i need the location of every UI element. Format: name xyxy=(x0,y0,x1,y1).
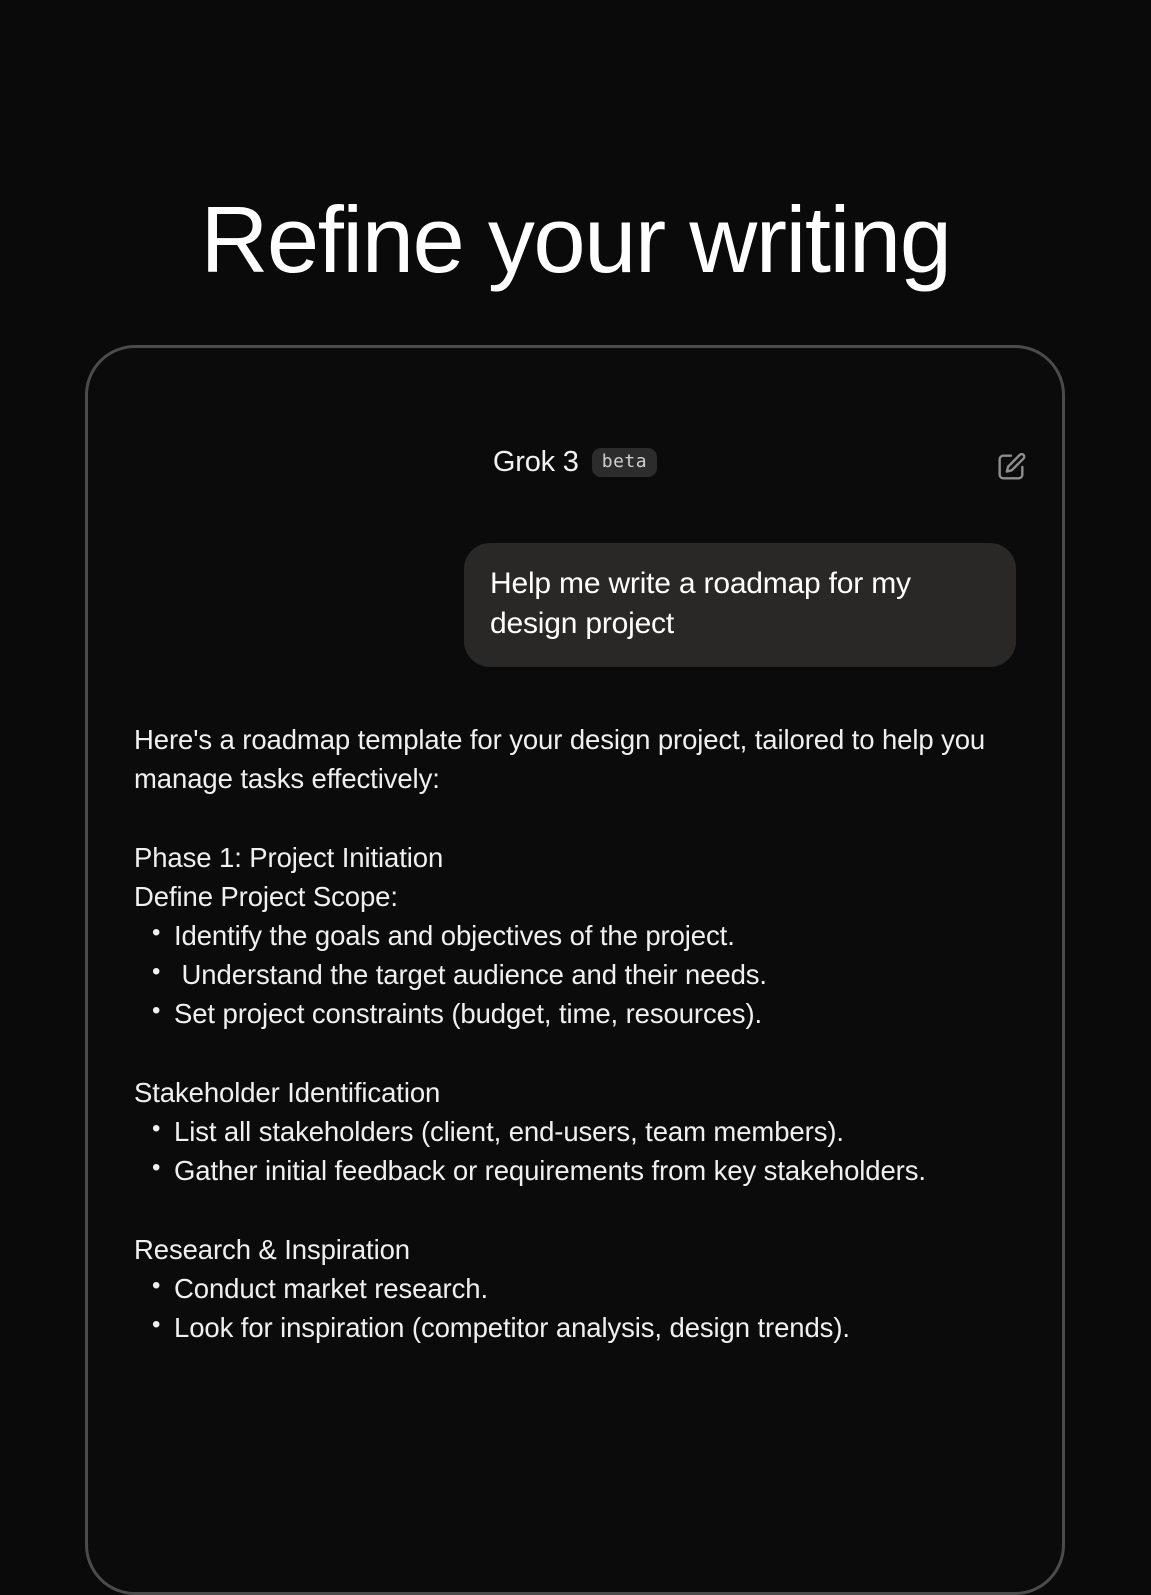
app-header xyxy=(88,348,1062,518)
list-item: • Look for inspiration (competitor analysis, design trends). xyxy=(134,1308,1016,1347)
block-heading: Research & Inspiration xyxy=(134,1234,410,1266)
beta-badge: beta xyxy=(592,448,657,477)
user-message-row xyxy=(134,518,1016,667)
compose-edit-icon xyxy=(995,451,1027,483)
list-item: • List all stakeholders (client, end-users, team members). xyxy=(134,1112,1016,1151)
user-message-bubble: Help me write a roadmap for my design project xyxy=(464,543,1016,667)
assistant-intro: Here's a roadmap template for your design project, tailored to help you manage tasks effectively: xyxy=(134,723,986,794)
list-item: • Understand the target audience and their needs. xyxy=(134,955,1016,994)
block-heading: Phase 1: Project Initiation xyxy=(134,841,444,873)
page-title: Refine your writing xyxy=(200,186,951,292)
chat-area xyxy=(88,518,1062,1592)
list-item: • Conduct market research. xyxy=(134,1269,1016,1308)
assistant-block xyxy=(134,838,1016,1033)
assistant-block xyxy=(134,1230,1016,1347)
model-name-label: Grok 3 xyxy=(492,446,579,478)
assistant-block xyxy=(134,1073,1016,1190)
list-item: • Identify the goals and objectives of the project. xyxy=(134,916,1016,955)
phone-frame xyxy=(85,345,1065,1595)
model-selector[interactable] xyxy=(88,446,1062,479)
bullet-list xyxy=(134,1269,1016,1347)
list-item: • Set project constraints (budget, time, resources). xyxy=(134,994,1016,1033)
compose-button[interactable] xyxy=(990,446,1032,488)
assistant-message xyxy=(134,667,1016,1348)
bullet-list xyxy=(134,1112,1016,1190)
list-item: • Gather initial feedback or requirements from key stakeholders. xyxy=(134,1151,1016,1190)
bullet-list xyxy=(134,916,1016,1033)
block-subheading: Define Project Scope: xyxy=(134,880,398,912)
block-heading: Stakeholder Identification xyxy=(134,1077,441,1109)
